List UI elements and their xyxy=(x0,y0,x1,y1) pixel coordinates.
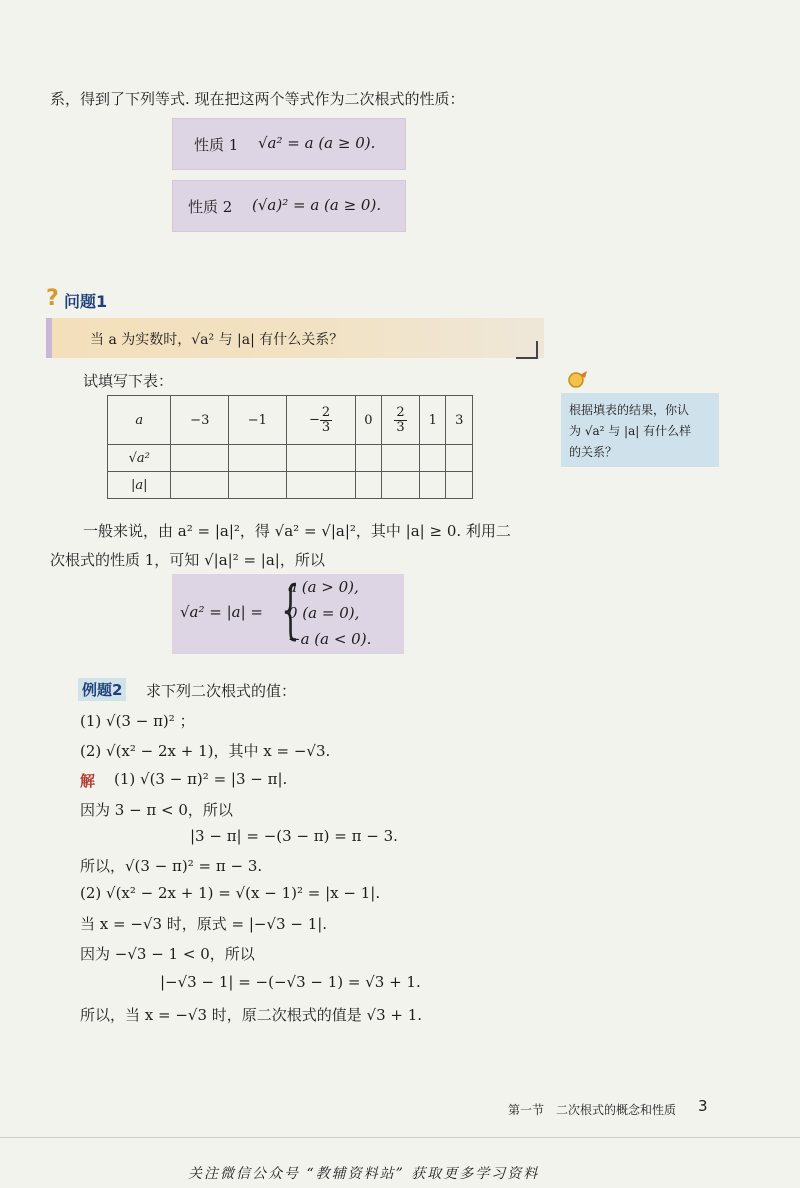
table-cell[interactable] xyxy=(229,472,287,499)
fraction-sign: − xyxy=(309,412,320,428)
table-cell[interactable] xyxy=(382,472,420,499)
value-table xyxy=(107,395,473,499)
thinking-icon xyxy=(566,368,590,396)
example-item: (1) √(3 − π)² ； xyxy=(80,712,195,730)
solution-line: 所以，√(3 − π)² = π − 3. xyxy=(80,857,263,875)
property-1-label: 性质 1 xyxy=(194,136,239,154)
solution-line: |−√3 − 1| = −(−√3 − 1) = √3 + 1. xyxy=(160,973,421,991)
fraction-denominator: 3 xyxy=(321,419,331,435)
table-row-label: √a² xyxy=(108,445,171,472)
fraction-numerator: 2 xyxy=(396,404,405,420)
table-header-cell: a xyxy=(108,396,171,445)
table-row xyxy=(108,472,473,499)
table-cell[interactable] xyxy=(229,445,287,472)
solution-line: 当 x = −√3 时，原式 = |−√3 − 1|. xyxy=(80,915,328,933)
page-number: 3 xyxy=(698,1097,708,1115)
explanation-line-1: 一般来说，由 a² = |a|²，得 √a² = √|a|²，其中 |a| ≥ 0. 利用二 xyxy=(83,522,511,540)
property-1-box xyxy=(172,118,406,170)
question-title: 问题1 xyxy=(64,292,108,311)
table-cell[interactable] xyxy=(446,472,473,499)
table-row-label: |a| xyxy=(108,472,171,499)
question-corner-line-vertical xyxy=(536,341,538,359)
solution-line: |3 − π| = −(3 − π) = π − 3. xyxy=(190,827,398,845)
table-header-cell: −1 xyxy=(229,396,287,445)
table-cell[interactable] xyxy=(286,472,355,499)
solution-line: 所以，当 x = −√3 时，原二次根式的值是 √3 + 1. xyxy=(80,1006,423,1024)
table-row xyxy=(108,445,473,472)
question-corner-line xyxy=(516,357,538,359)
piecewise-case: −a (a < 0). xyxy=(288,630,372,648)
fraction xyxy=(394,406,406,434)
solution-label: 解 xyxy=(80,772,96,790)
table-cell[interactable] xyxy=(382,445,420,472)
table-caption: 试填写下表： xyxy=(83,372,174,390)
footer-section: 第一节 xyxy=(508,1103,545,1117)
solution-line: 因为 3 − π < 0，所以 xyxy=(80,801,233,819)
piecewise-case: a (a > 0), xyxy=(288,578,359,596)
side-note-line: 的关系？ xyxy=(569,445,618,459)
table-cell[interactable] xyxy=(355,472,381,499)
table-header-cell: 0 xyxy=(355,396,381,445)
table-cell[interactable] xyxy=(420,445,446,472)
table-cell[interactable] xyxy=(446,445,473,472)
fraction-denominator: 3 xyxy=(396,419,405,435)
question-prompt: 当 a 为实数时，√a² 与 |a| 有什么关系？ xyxy=(90,332,344,348)
example-prompt: 求下列二次根式的值： xyxy=(146,682,297,700)
table-cell[interactable] xyxy=(171,472,229,499)
table-row xyxy=(108,396,473,445)
side-note-line: 根据填表的结果，你认 xyxy=(569,403,690,417)
solution-line: (2) √(x² − 2x + 1) = √(x − 1)² = |x − 1|. xyxy=(80,884,381,902)
example-label: 例题2 xyxy=(78,678,126,701)
piecewise-lhs: √a² = |a| = xyxy=(180,603,264,621)
question-bar xyxy=(46,318,544,358)
table-header-cell: 3 xyxy=(446,396,473,445)
property-2-label: 性质 2 xyxy=(188,198,233,216)
intro-text: 系，得到了下列等式. 现在把这两个等式作为二次根式的性质： xyxy=(50,90,465,108)
table-header-cell: 1 xyxy=(420,396,446,445)
table-cell[interactable] xyxy=(420,472,446,499)
side-note xyxy=(561,393,719,467)
property-2-box xyxy=(172,180,406,232)
table-cell[interactable] xyxy=(355,445,381,472)
property-2-formula: (√a)² = a (a ≥ 0). xyxy=(252,196,382,214)
solution-line: (1) √(3 − π)² = |3 − π|. xyxy=(114,770,288,788)
table-header-cell xyxy=(382,396,420,445)
example-item: (2) √(x² − 2x + 1)，其中 x = −√3. xyxy=(80,742,331,760)
table-cell[interactable] xyxy=(286,445,355,472)
footer-divider xyxy=(0,1137,800,1138)
brace-symbol: { xyxy=(281,573,300,647)
fraction xyxy=(320,406,332,434)
table-header-cell: −3 xyxy=(171,396,229,445)
footer-chapter-title: 二次根式的概念和性质 xyxy=(556,1103,677,1117)
solution-line: 因为 −√3 − 1 < 0，所以 xyxy=(80,945,255,963)
property-1-formula: √a² = a (a ≥ 0). xyxy=(258,134,376,152)
side-note-line: 为 √a² 与 |a| 有什么样 xyxy=(569,424,692,438)
explanation-line-2: 次根式的性质 1，可知 √|a|² = |a|，所以 xyxy=(50,551,325,569)
watermark-text: 关注微信公众号 “教辅资料站” 获取更多学习资料 xyxy=(188,1166,540,1182)
fraction-numerator: 2 xyxy=(321,404,331,420)
question-mark-icon: ? xyxy=(46,286,59,311)
table-header-cell xyxy=(286,396,355,445)
table-cell[interactable] xyxy=(171,445,229,472)
piecewise-case: 0 (a = 0), xyxy=(288,604,360,622)
